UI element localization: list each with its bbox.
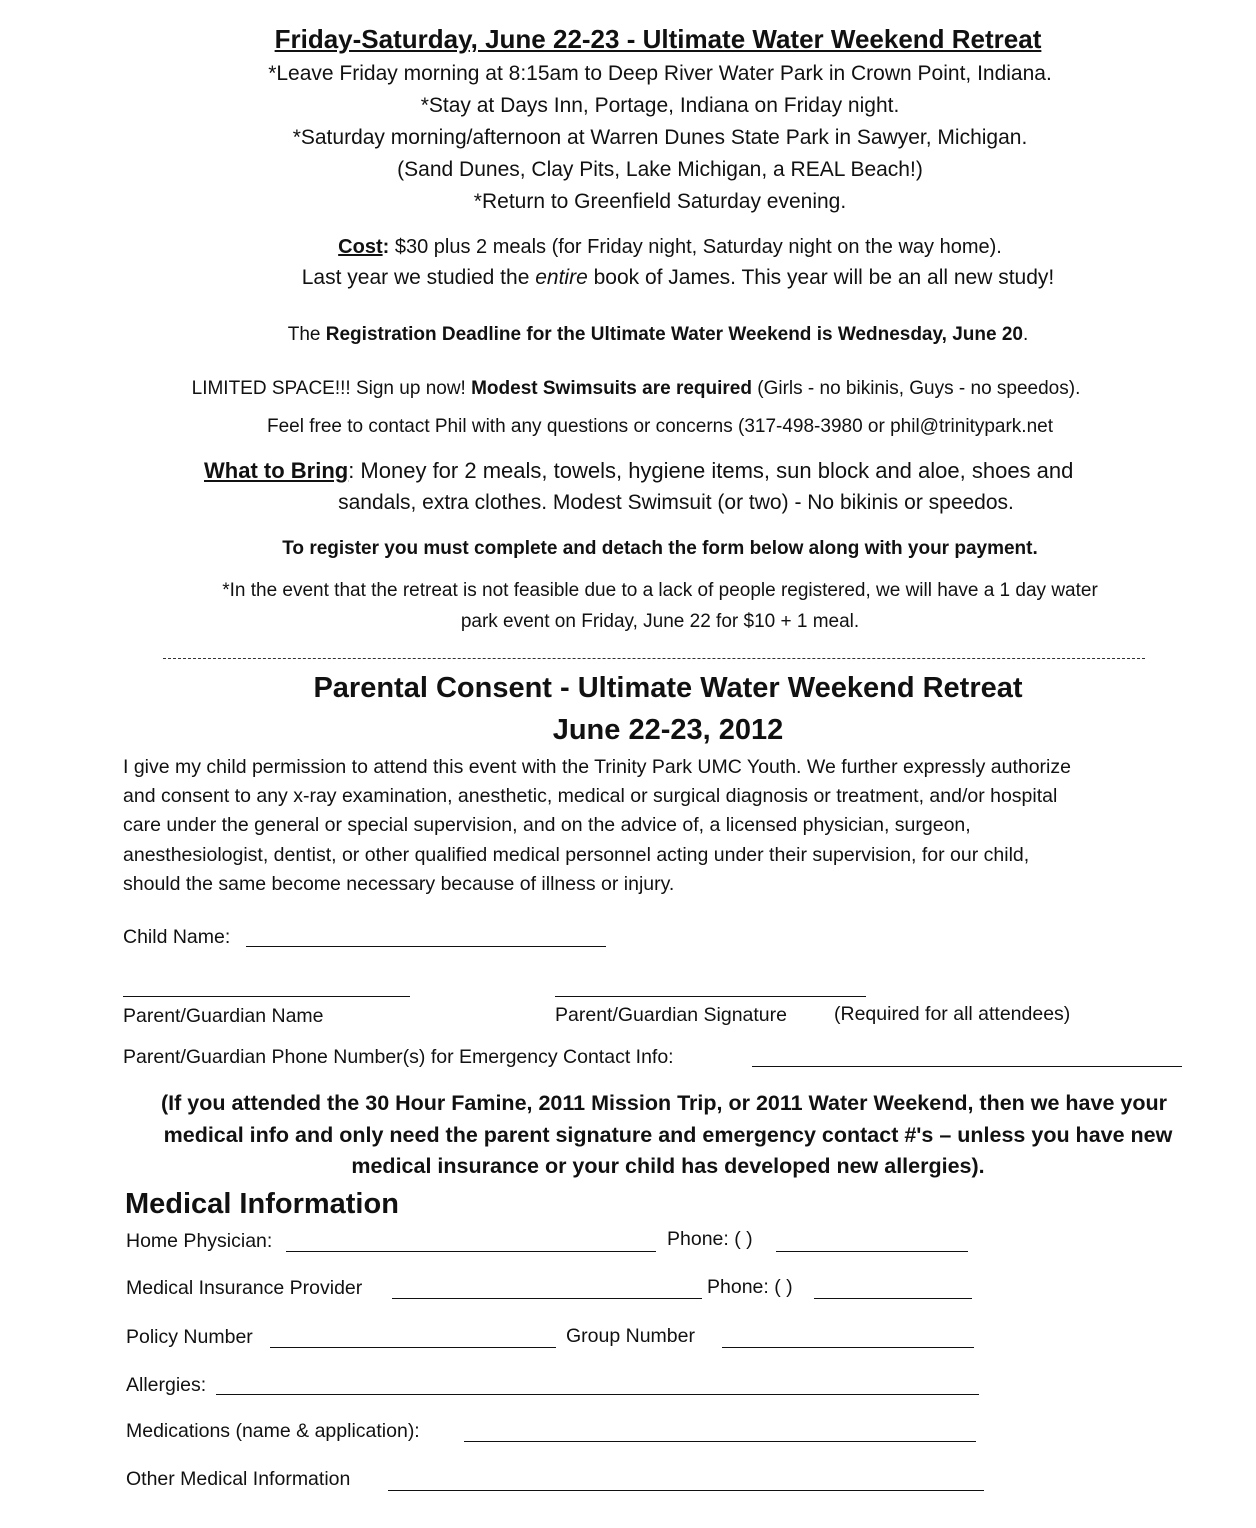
insurance-phone-field[interactable] [814,1298,972,1299]
bring-line-2: sandals, extra clothes. Modest Swimsuit (or two) - No bikinis or speedos. [338,491,1014,514]
bring-line-1 [204,458,1073,484]
study-line [50,266,1256,290]
allergies-label: Allergies: [126,1374,207,1396]
bring-text-1: : Money for 2 meals, towels, hygiene items, sun block and aloe, shoes and [348,458,1074,483]
consent-body-line-5: should the same become necessary because of illness or injury. [123,873,675,895]
bring-label: What to Bring [204,458,349,483]
emergency-phone-label: Parent/Guardian Phone Number(s) for Emergency Contact Info: [123,1046,674,1068]
event-note-line-1: *In the event that the retreat is not feasible due to a lack of people registered, we will have a 1 day water [222,580,1098,601]
deadline-line [30,324,1256,346]
medications-field[interactable] [464,1441,976,1442]
policy-number-label: Policy Number [126,1326,253,1348]
other-medical-label: Other Medical Information [126,1468,351,1490]
detach-dashed-line [163,658,1145,659]
limited-post: (Girls - no bikinis, Guys - no speedos). [751,378,1081,399]
itinerary-line-3: *Saturday morning/afternoon at Warren Dunes State Park in Sawyer, Michigan. [292,126,1028,149]
itinerary-line-2: *Stay at Days Inn, Portage, Indiana on Friday night. [420,94,900,117]
itinerary-line-1: *Leave Friday morning at 8:15am to Deep River Water Park in Crown Point, Indiana. [268,62,1052,85]
limited-space-line [8,378,1256,400]
event-note-line-2: park event on Friday, June 22 for $10 + 1 meal. [460,611,860,632]
home-physician-label: Home Physician: [126,1230,273,1252]
study-pre: Last year we studied the [301,266,536,289]
physician-phone-field[interactable] [776,1251,968,1252]
consent-date: June 22-23, 2012 [552,714,784,746]
child-name-field[interactable] [246,946,606,947]
insurance-phone-label: Phone: ( ) [707,1276,793,1298]
register-instruction: To register you must complete and detach the form below along with your payment. [282,538,1038,559]
cost-text: $30 plus 2 meals (for Friday night, Saturday night on the way home). [389,236,1002,258]
consent-title: Parental Consent - Ultimate Water Weekend Retreat [313,672,1023,704]
study-post: book of James. This year will be an all new study! [587,266,1055,289]
retreat-title: Friday-Saturday, June 22-23 - Ultimate Water Weekend Retreat [274,24,1042,54]
notice-line-2: medical info and only need the parent signature and emergency contact #'s – unless you have new [163,1123,1173,1147]
consent-body-line-2: and consent to any x-ray examination, anesthetic, medical or surgical diagnosis or treatment, and/or hospital [123,785,1058,807]
insurance-field[interactable] [392,1298,702,1299]
child-name-label: Child Name: [123,926,231,948]
emergency-phone-field[interactable] [752,1066,1182,1067]
physician-phone-label: Phone: ( ) [667,1228,753,1250]
policy-number-field[interactable] [270,1347,556,1348]
deadline-pre: The [287,324,326,345]
parent-name-field[interactable] [123,996,410,997]
parent-signature-label: Parent/Guardian Signature [555,1004,787,1026]
deadline-post: . [1022,324,1029,345]
notice-line-1: (If you attended the 30 Hour Famine, 2011 Mission Trip, or 2011 Water Weekend, then we have your [160,1091,1167,1115]
limited-bold: Modest Swimsuits are required [471,378,752,399]
contact-line: Feel free to contact Phil with any questions or concerns (317-498-3980 or phil@trinitypark.net [266,416,1054,437]
itinerary-line-5: *Return to Greenfield Saturday evening. [473,190,847,213]
notice-line-3: medical insurance or your child has developed new allergies). [351,1154,985,1178]
allergies-field[interactable] [216,1394,979,1395]
home-physician-field[interactable] [286,1251,656,1252]
parent-signature-field[interactable] [555,996,866,997]
consent-body-line-4: anesthesiologist, dentist, or other qualified medical personnel acting under their supervision, for our child, [123,844,1030,866]
group-number-label: Group Number [566,1325,695,1347]
limited-pre: LIMITED SPACE!!! Sign up now! [191,378,472,399]
medications-label: Medications (name & application): [126,1420,420,1442]
medical-heading: Medical Information [125,1188,399,1220]
parent-name-label: Parent/Guardian Name [123,1005,324,1027]
itinerary-line-4: (Sand Dunes, Clay Pits, Lake Michigan, a REAL Beach!) [397,158,923,181]
cost-colon: : [382,236,390,258]
consent-body-line-3: care under the general or special supervision, and on the advice of, a licensed physician, surgeon, [123,814,971,836]
deadline-bold: Registration Deadline for the Ultimate Water Weekend is Wednesday, June 20 [325,324,1023,345]
other-medical-field[interactable] [388,1490,984,1491]
study-emphasis: entire [535,266,588,289]
insurance-label: Medical Insurance Provider [126,1277,363,1299]
cost-line [42,236,1256,259]
cost-label: Cost [338,236,383,258]
group-number-field[interactable] [722,1347,974,1348]
consent-body-line-1: I give my child permission to attend this event with the Trinity Park UMC Youth. We further expressly authorize [123,756,1071,778]
signature-note: (Required for all attendees) [834,1003,1071,1025]
